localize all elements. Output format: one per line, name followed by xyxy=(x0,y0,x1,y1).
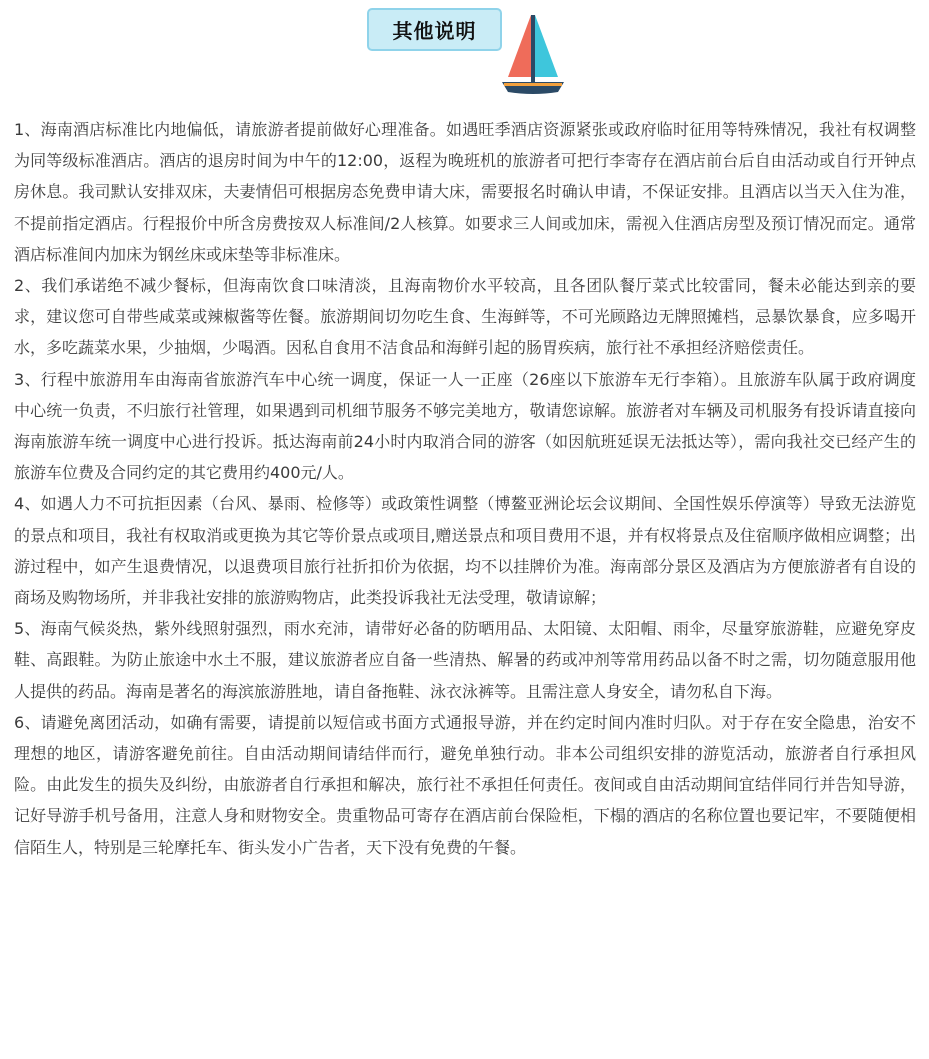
section-title: 其他说明 xyxy=(392,19,477,43)
note-paragraph-1: 1、海南酒店标准比内地偏低，请旅游者提前做好心理准备。如遇旺季酒店资源紧张或政府临时征用等特殊情况，我社有权调整为同等级标准酒店。酒店的退房时间为中午的12:00，返程为晚班机的旅游者可把行李寄存在酒店前台后自由活动或自行开钟点房休息。我司默认安排双床，夫妻情侣可根据房态免费申请大床，需要报名时确认申请，不保证安排。且酒店以当天入住为准，不提前指定酒店。行程报价中所含房费按双人标准间/2人核算。如要求三人间或加床，需视入住酒店房型及预订情况而定。通常酒店标准间内加床为钢丝床或床垫等非标准床。 xyxy=(14,120,916,264)
sail-left xyxy=(508,15,531,77)
notes-content xyxy=(14,114,916,863)
sailboat-icon xyxy=(500,12,566,98)
note-paragraph-3: 3、行程中旅游用车由海南省旅游汽车中心统一调度，保证一人一正座（26座以下旅游车无行李箱）。且旅游车队属于政府调度中心统一负责，不归旅行社管理，如果遇到司机细节服务不够完美地方，敬请您谅解。旅游者对车辆及司机服务有投诉请直接向海南旅游车统一调度中心进行投诉。抵达海南前24小时内取消合同的游客（如因航班延误无法抵达等），需向我社交已经产生的旅游车位费及合同约定的其它费用约400元/人。 xyxy=(14,369,916,483)
title-badge xyxy=(367,8,502,51)
note-paragraph-6: 6、请避免离团活动，如确有需要，请提前以短信或书面方式通报导游，并在约定时间内准时归队。对于存在安全隐患，治安不理想的地区，请游客避免前往。自由活动期间请结伴而行，避免单独行动。非本公司组织安排的游览活动，旅游者自行承担风险。由此发生的损失及纠纷，由旅游者自行承担和解决，旅行社不承担任何责任。夜间或自由活动期间宜结伴同行并告知导游，记好导游手机号备用，注意人身和财物安全。贵重物品可寄存在酒店前台保险柜，下榻的酒店的名称位置也要记牢，不要随便相信陌生人，特别是三轮摩托车、街头发小广告者，天下没有免费的午餐。 xyxy=(14,712,916,857)
section-header xyxy=(0,0,929,100)
hull-stripe xyxy=(504,83,562,86)
note-paragraph-4: 4、如遇人力不可抗拒因素（台风、暴雨、检修等）或政策性调整（博鳌亚洲论坛会议期间、全国性娱乐停演等）导致无法游览的景点和项目，我社有权取消或更换为其它等价景点或项目,赠送景点和项目费用不退，并有权将景点及住宿顺序做相应调整；出游过程中，如产生退费情况，以退费项目旅行社折扣价为依据，均不以挂牌价为准。海南部分景区及酒店为方便旅游者有自设的商场及购物场所，并非我社安排的旅游购物店，此类投诉我社无法受理，敬请谅解； xyxy=(14,494,916,608)
mast xyxy=(531,15,535,83)
note-paragraph-2: 2、我们承诺绝不减少餐标，但海南饮食口味清淡，且海南物价水平较高，且各团队餐厅菜式比较雷同，餐未必能达到亲的要求，建议您可自带些咸菜或辣椒酱等佐餐。旅游期间切勿吃生食、生海鲜等，不可光顾路边无牌照摊档，忌暴饮暴食，应多喝开水，多吃蔬菜水果，少抽烟，少喝酒。因私自食用不洁食品和海鲜引起的肠胃疾病，旅行社不承担经济赔偿责任。 xyxy=(14,276,916,358)
note-paragraph-5: 5、海南气候炎热，紫外线照射强烈，雨水充沛，请带好必备的防晒用品、太阳镜、太阳帽、雨伞，尽量穿旅游鞋，应避免穿皮鞋、高跟鞋。为防止旅途中水土不服，建议旅游者应自备一些清热、解暑的药或冲剂等常用药品以备不时之需，切勿随意服用他人提供的药品。海南是著名的海滨旅游胜地，请自备拖鞋、泳衣泳裤等。且需注意人身安全，请勿私自下海。 xyxy=(14,619,916,701)
sail-right xyxy=(535,15,558,77)
